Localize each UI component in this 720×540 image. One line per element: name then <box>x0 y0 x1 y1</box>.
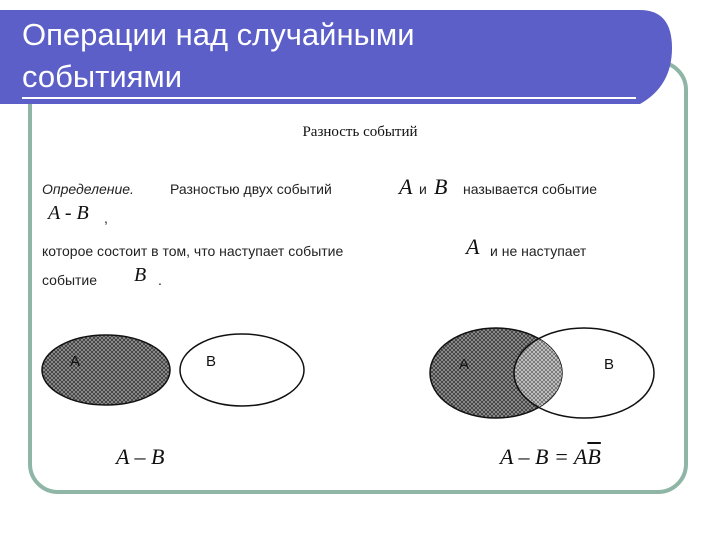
line1-and: и <box>419 181 427 197</box>
line2-expression: A - B <box>48 202 89 224</box>
line3-var-a: A <box>466 234 480 259</box>
right-label-b: B <box>604 356 615 373</box>
right-formula <box>500 444 601 470</box>
left-formula: A – B <box>116 444 165 469</box>
ellipse-a-left <box>42 335 170 405</box>
definition-word: Определение. <box>42 181 134 197</box>
title-line-2: событиями <box>22 59 183 94</box>
slide-title <box>22 14 622 98</box>
right-formula-bar: $\overline{B}$ <box>587 444 601 469</box>
ellipse-b-left <box>180 334 304 406</box>
section-subtitle: Разность событий <box>302 124 418 140</box>
line2-comma: , <box>104 210 108 226</box>
line4-var-b: B <box>134 264 147 286</box>
right-formula-left: A – B = A <box>500 444 588 469</box>
left-label-b: B <box>206 353 217 370</box>
left-label-a: A <box>70 353 81 370</box>
line1-end: называется событие <box>463 181 597 197</box>
line3-end: и не наступает <box>490 243 587 259</box>
line3-text: которое состоит в том, что наступает событие <box>42 243 344 259</box>
title-line-1: Операции над случайными <box>22 17 415 52</box>
line1-var-a: A <box>399 174 413 199</box>
line4-text: событие <box>42 272 98 288</box>
line4-dot: . <box>158 272 162 288</box>
right-label-a: A <box>459 356 470 373</box>
line1-var-b: B <box>434 174 448 199</box>
line1-text: Разностью двух событий <box>170 181 332 197</box>
